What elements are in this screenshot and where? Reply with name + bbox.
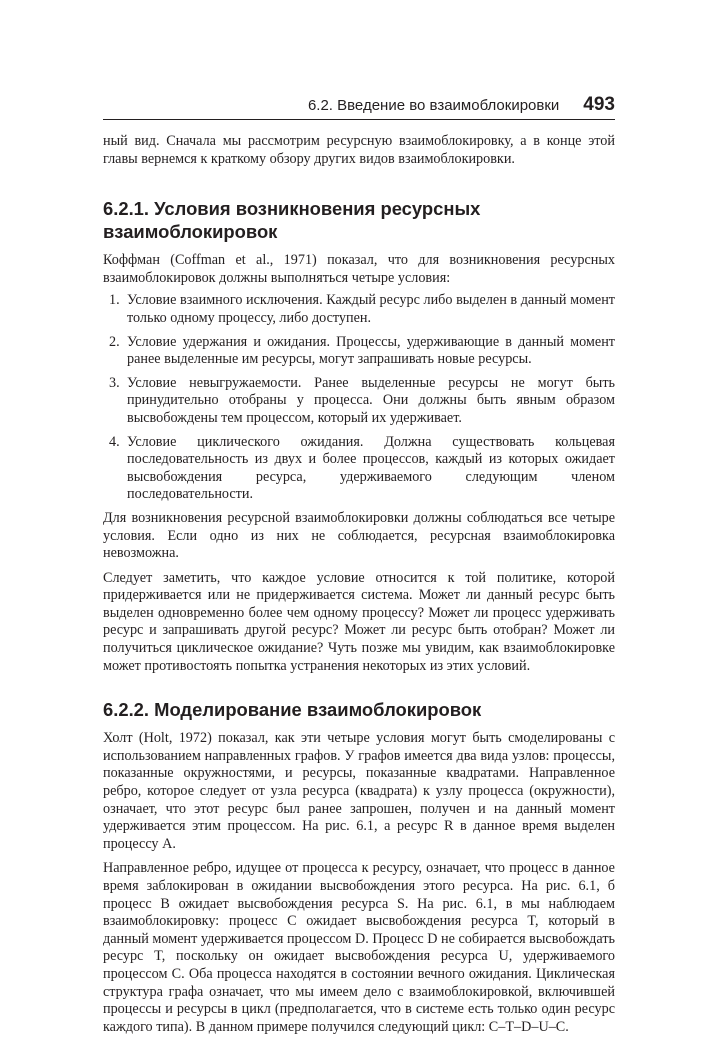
page-body: [103, 133, 615, 1043]
paragraph-policy: Следует заметить, что каждое условие относится к той политике, которой придерживается или не придерживается система. Может ли данный ресурс быть выделен одновременно более чем одному процессу? Может ли процесс удерживать ресурс и запрашивать другой ресурс? Может ли ресурс быть отобран? Может ли получиться циклическое ожидание? Чуть позже мы увидим, как взаимоблокировке может противостоять попытка устранения некоторых из этих условий.: [103, 569, 615, 674]
running-head: [103, 91, 615, 120]
paragraph-holt: Холт (Holt, 1972) показал, как эти четыре условия могут быть смоделированы с использованием направленных графов. У графов имеется два вида узлов: процессы, показанные окружностями, и ресурсы, показанные квадратами. Направленное ребро, которое следует от узла ресурса (квадрата) к узлу процесса (окружности), означает, что этот ресурс был ранее запрошен, получен и на данный момент удерживается этим процессом. На рис. 6.1, а ресурс R в данное время выделен процессу A.: [103, 730, 615, 852]
list-item: [109, 292, 615, 327]
paragraph-directed-edge: Направленное ребро, идущее от процесса к ресурсу, означает, что процесс в данное время заблокирован в ожидании высвобождения этого ресурса. На рис. 6.1, б процесс B ожидает высвобождения ресурса S. На рис. 6.1, в мы наблюдаем взаимоблокировку: процесс C ожидает высвобождения ресурса T, который в данный момент удерживается процессом D. Процесс D не собирается высвобождать ресурс T, поскольку он ожидает высвобождения ресурса U, удерживаемого процессом C. Оба процесса находятся в состоянии вечного ожидания. Циклическая структура графа означает, что мы имеем дело с взаимоблокировкой, включившей процессы и ресурсы в цикл (предполагается, что в системе есть только один ресурс каждого типа). В данном примере получился следующий цикл: C–T–D–U–C.: [103, 860, 615, 1035]
conditions-list: [103, 292, 615, 504]
list-item-number: 4.: [109, 433, 120, 450]
list-item-number: 3.: [109, 374, 120, 391]
list-item-text: Условие циклического ожидания. Должна существовать кольцевая последовательность из двух и более процессов, каждый из которых ожидает высвобождения ресурса, удерживаемого следующим членом последовательности.: [127, 433, 615, 503]
list-item: [109, 334, 615, 369]
list-item-text: Условие невыгружаемости. Ранее выделенные ресурсы не могут быть принудительно отобраны у процесса. Они должны быть явным образом высвобождены тем процессом, который их удерживает.: [127, 374, 615, 426]
list-item: [109, 375, 615, 428]
running-head-section-title: 6.2. Введение во взаимоблокировки: [307, 96, 560, 114]
list-item-text: Условие удержания и ожидания. Процессы, удерживающие в данный момент ранее выделенные им ресурсы, могут запрашивать новые ресурсы.: [127, 333, 615, 368]
section-heading-6-2-2: 6.2.2. Моделирование взаимоблокировок: [103, 699, 482, 721]
section-heading-6-2-1: 6.2.1. Условия возникновения ресурсных взаимоблокировок: [103, 198, 481, 243]
paragraph-coffman: Коффман (Coffman et al., 1971) показал, что для возникновения ресурсных взаимоблокировок должны выполняться четыре условия:: [103, 252, 615, 286]
list-item-number: 2.: [109, 333, 120, 350]
paragraph-continuation: ный вид. Сначала мы рассмотрим ресурсную взаимоблокировку, а в конце этой главы вернемся к краткому обзору других видов взаимоблокировки.: [103, 133, 615, 167]
list-item: [109, 434, 615, 504]
page-number: 493: [583, 94, 615, 115]
list-item-text: Условие взаимного исключения. Каждый ресурс либо выделен в данный момент только одному процессу, либо доступен.: [127, 292, 615, 326]
list-item-number: 1.: [109, 292, 120, 309]
paragraph-all-conditions: Для возникновения ресурсной взаимоблокировки должны соблюдаться все четыре условия. Если одно из них не соблюдается, ресурсная взаимоблокировка невозможна.: [103, 509, 615, 562]
